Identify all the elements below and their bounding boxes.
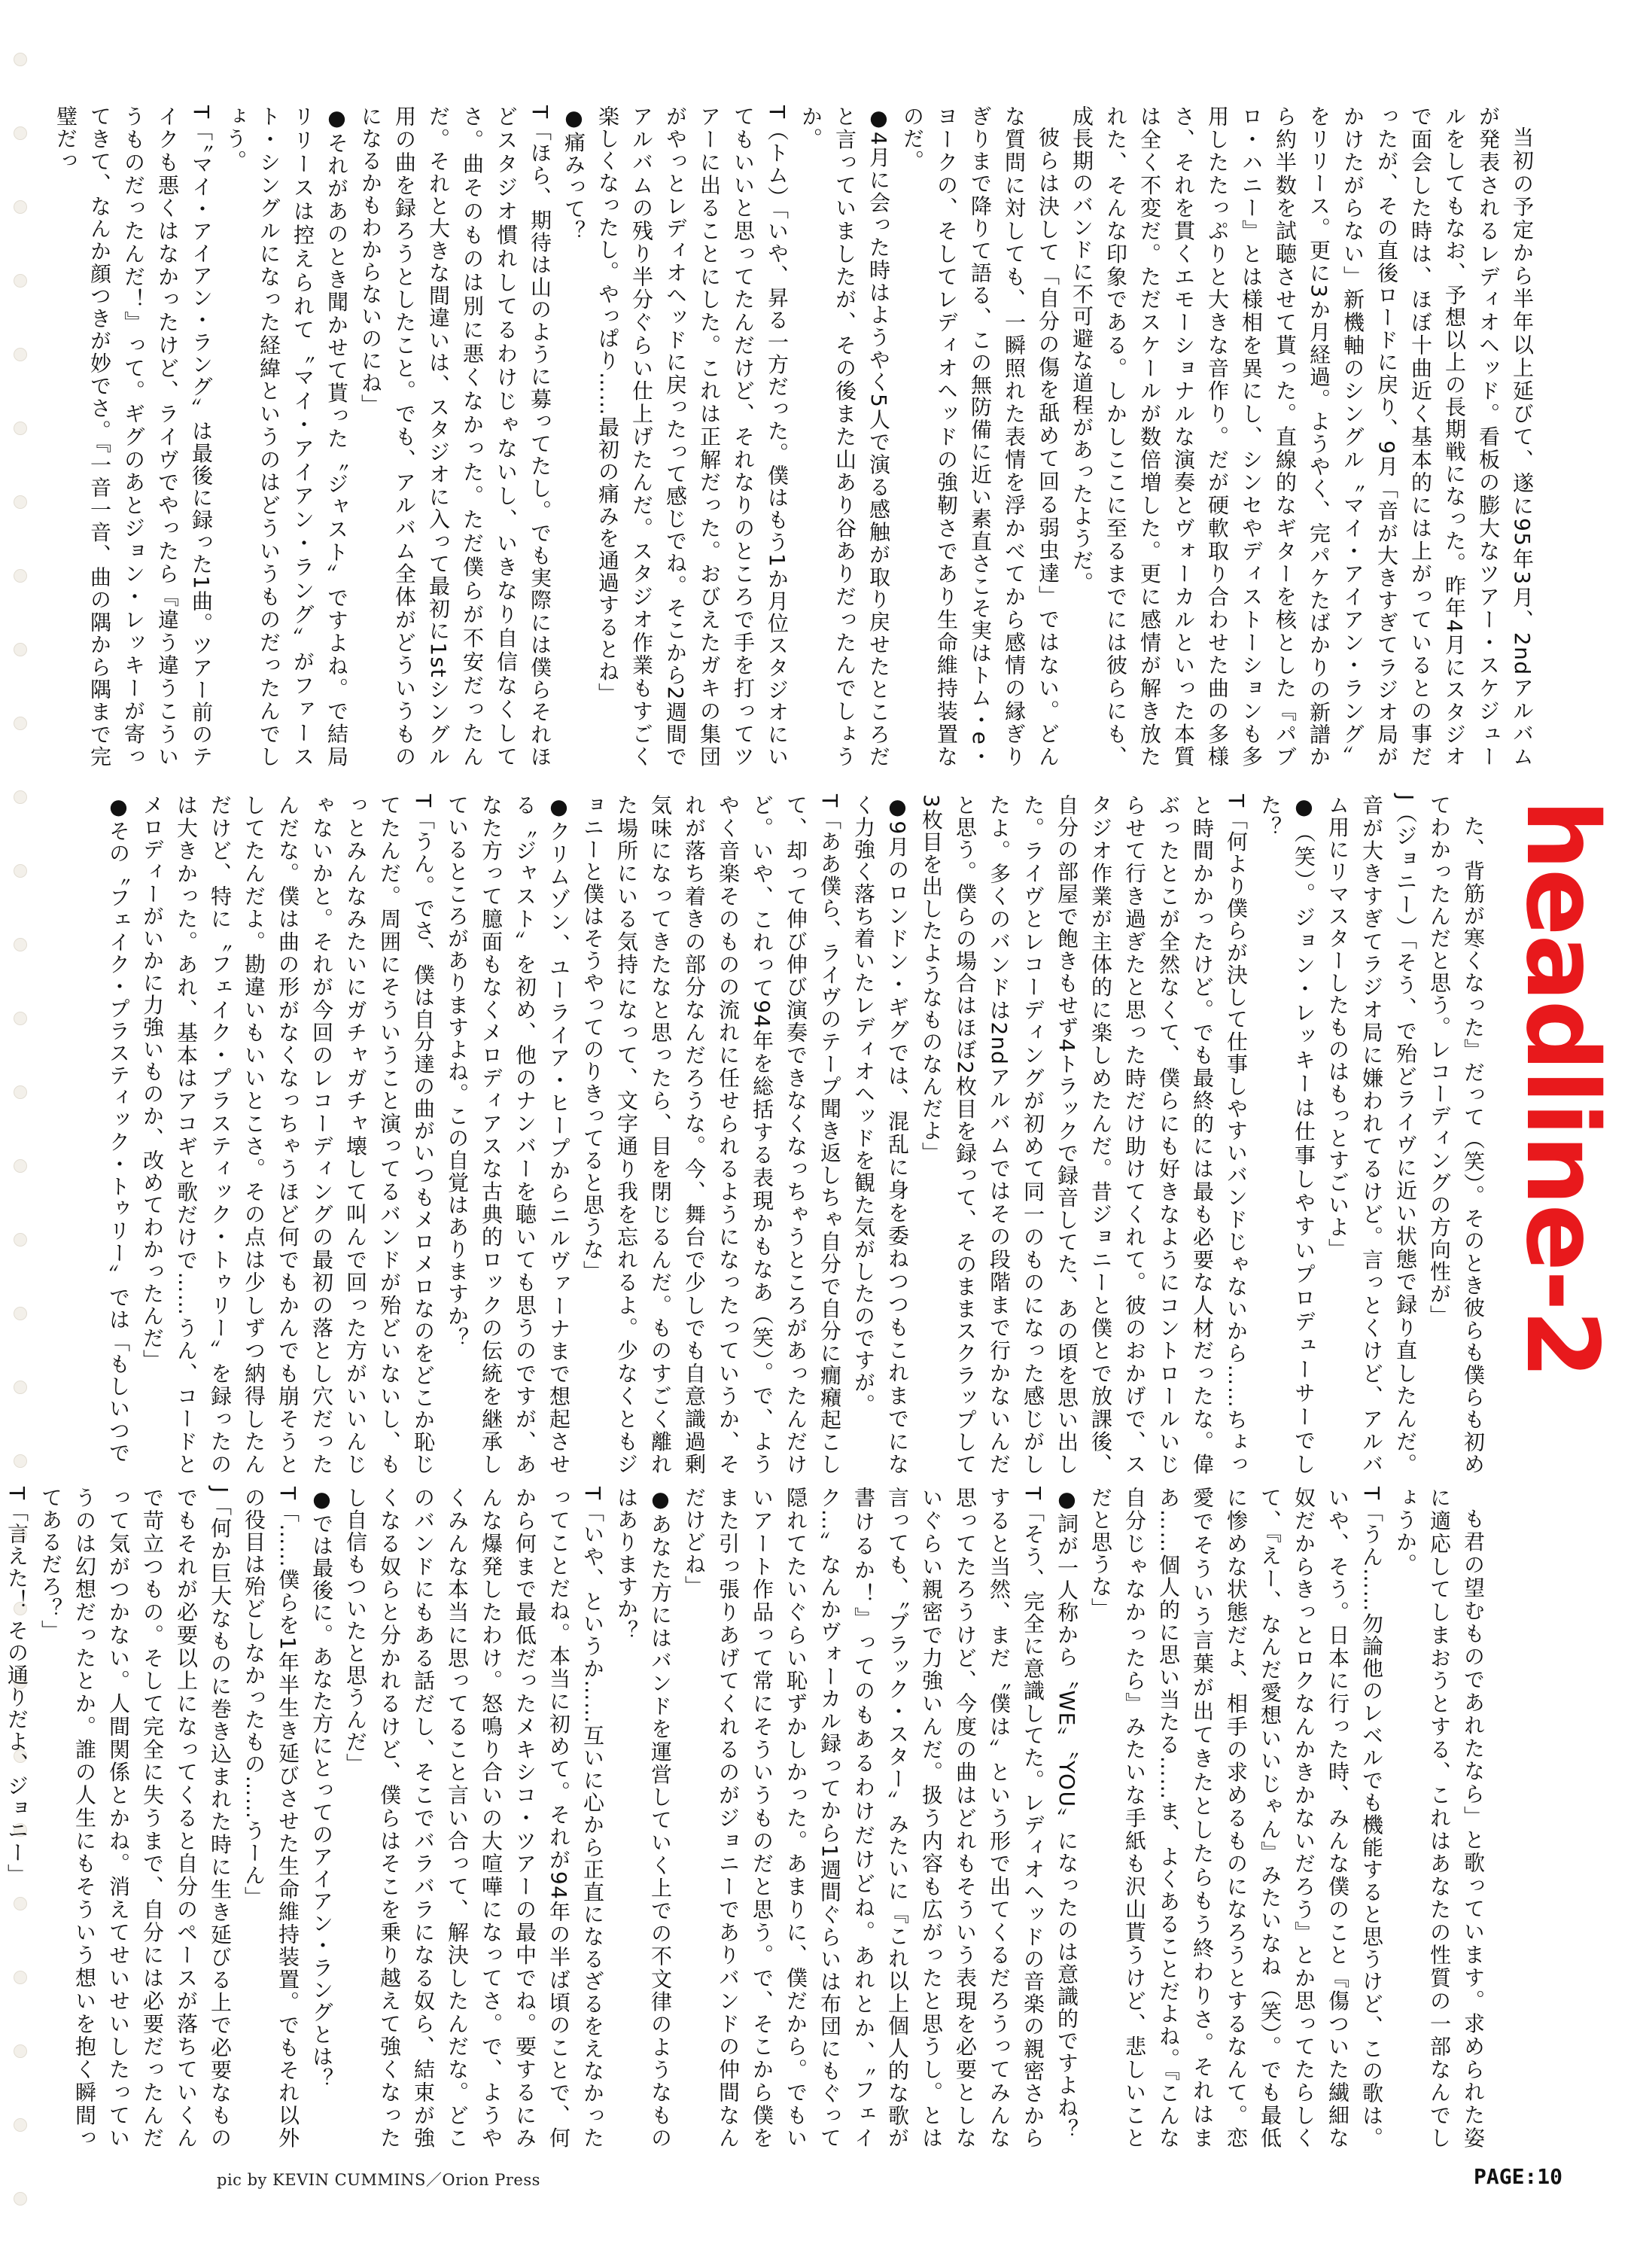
binder-hole — [14, 569, 27, 583]
binder-hole — [14, 938, 27, 951]
binder-hole — [14, 1085, 27, 1099]
article-paragraph: T（トム）「いや、昇る一方だった。僕はもう1か月位スタジオにいてもいいと思ってたんだけど、それなりのところで手を打ってツアーに出ることにした。これは正解だった。おびえたガキの集団がやっとレディオヘッドに戻ったって感じでね。そこから2週間でアルバムの残り半分ぐらい仕上げたんだ。スタジオ作業もすごく楽しくなったし。やっぱり……最初の痛みを通過するとね」 — [595, 105, 790, 768]
article-column-middle — [98, 794, 1490, 1475]
binder-hole — [14, 1012, 27, 1025]
article-paragraph: T「ああ僕ら、ライヴのテープ聞き返しちゃ自分で自分に癇癪起こして、却って伸び伸び演奏できなくなっちゃうところがあったんだけど。いや、これって94年を総括する表現かもなあ（笑）。で、ようやく音楽そのものの流れに任せられるようになったっていうか、それが落ち着きの部分なんだろうな。今、舞台で少しでも自意識過剰気味になってきたなと思ったら、目を閉じるんだ。ものすごく離れた場所にいる気持になって、文字通り我を忘れるよ。少なくともジョニーと僕はそうやってのりきってると思うな」 — [580, 794, 842, 1475]
binder-hole — [14, 790, 27, 804]
binder-hole — [14, 2192, 27, 2206]
binder-hole — [14, 864, 27, 878]
binder-hole — [14, 1454, 27, 1468]
article-paragraph: 彼らは決して「自分の傷を舐めて回る弱虫達」ではない。どんな質問に対しても、一瞬照れた表情を浮かべてから感情の縁ぎりぎりまで降りて語る、この無防備に近い素直さこそ実はトム・e・ヨークの、そしてレディオヘッドの強靭さであり生命維持装置なのだ。 — [900, 105, 1060, 768]
binder-hole — [14, 348, 27, 361]
article-paragraph: T「うん。でさ、僕は自分達の曲がいつもメロメロなのをどこか恥じてたんだ。周囲にそういうこと演ってるバンドが殆どいないし、もっとみんなみたいにガチャガチャ壊して叫んで回った方がいいんじゃないかと。それが今回のレコーディングの最初の落とし穴だったんだな。僕は曲の形がなくなっちゃうほど何でもかんでも崩そうとしてたんだよ。勘違いもいいとこさ。その点は少しずつ納得したんだけど、特に〝フェイク・プラスティック・トゥリー〟を録ったのは大きかった。あれ、基本はアコギと歌だけで……うん、コードとメロディーがいかに力強いものか、改めてわかったんだ」 — [140, 794, 436, 1475]
binder-hole — [14, 200, 27, 214]
headline-title: headline-2 — [1504, 799, 1620, 1378]
article-paragraph: T「ほら、期待は山のように募ってたし。でも実際には僕らそれほどスタジオ慣れしてるわけじゃないし、いきなり自信なくしてさ。曲そのものは別に悪くなかった。ただ僕らが不安だったんだ。それと大きな間違いは、スタジオに入って最初に1stシングル用の曲を録ろうとしたこと。でも、アルバム全体がどういうものになるかもわからないのにね」 — [358, 105, 552, 768]
article-paragraph: T「……僕らを1年半生き延びさせた生命維持装置。でもそれ以外の役目は殆どしなかったもの……うーん」 — [242, 1487, 300, 2149]
binder-hole — [14, 126, 27, 140]
article-paragraph: T「いや、というか……互いに心から正直になるざるをえなかったってことだね。本当に初めて。それが94年の半ば頃のことで、何から何まで最低だったメキシコ・ツアーの最中でね。要するにみんな爆発したわけ。怒鳴り合いの大喧嘩になってさ。で、ようやくみんな本当に思ってること言い合って、解決したんだな。どこのバンドにもある話だし、そこでバラバラになる奴ら、結束が強くなる奴らと分かれるけど、僕らはそこを乗り越えて強くなったし自信もついたと思うんだ」 — [343, 1487, 605, 2149]
article-paragraph: J「何か巨大なものに巻き込まれた時に生き延びる上で必要なものでもそれが必要以上になってくると自分のペースが落ちていくんで苛立つもの。そして完全に失うまで、自分には必要だったんだって気がつかない。人間関係とかね。消えてせいせいしたっていうのは幻想だったとか。誰の人生にもそういう想いを抱く瞬間ってあるだろ？」 — [38, 1487, 233, 2149]
article-paragraph: た、背筋が寒くなった』だって（笑）。そのとき彼らも僕らも初めてわかったんだと思う。レコーディングの方向性が」 — [1427, 794, 1486, 1476]
binder-hole — [14, 53, 27, 66]
article-paragraph: T「そう、完全に意識してた。レディオヘッドの音楽の親密さからすると当然、まだ〝僕は〟という形で出てくるだろうってみんな思ってたろうけど、今度の曲はどれもそういう表現を必要としないぐらい親密で力強いんだ。扱う内容も広がったと思うし。とは言っても、〝ブラック・スター〟みたいに『これ以上個人的な歌が書けるか！』ってのもあるわけだけどね。あれとか、〝フェイク…〟なんかヴォーカル録ってから1週間ぐらいは布団にもぐって隠れてたいぐらい恥ずかしかった。あまりに、僕だから。でもいいアート作品って常にそういうものだと思う。で、そこから僕をまた引っ張りあげてくれるのがジョニーでありバンドの仲間なんだけどね」 — [682, 1487, 1045, 2149]
article-paragraph: も君の望むものであれたなら」と歌っています。求められた姿に適応してしまおうとする、これはあなたの性質の一部なんでしょうか。 — [1393, 1487, 1486, 2149]
article-paragraph: ●（笑）。ジョン・レッキーは仕事しやすいプロデューサーでした？ — [1258, 794, 1316, 1475]
page-number: PAGE:10 — [1474, 2164, 1563, 2189]
binder-hole — [14, 495, 27, 509]
article-paragraph: ●4月に会った時はようやく5人で演る感触が取り戻せたところだと言っていましたが、その後また山あり谷ありだったんでしょうか。 — [799, 105, 891, 768]
article-column-bottom — [5, 1487, 1490, 2149]
article-paragraph: T「うん……勿論他のレベルでも機能すると思うけど、この歌は。いや、そう。日本に行った時、みんな僕のこと『傷ついた繊細な奴だからきっとロクなんかきかないだろう』とか思ってたらしくて、『えー、なんだ愛想いいじゃん』みたいなね（笑）。でも最低に惨めな状態だよ、相手の求めるものになろうとするなんて。恋愛でそういう言葉が出てきたとしたらもう終わりさ。それはまあ……個人的に思い当たる……ま、よくあることだよね。『こんな自分じゃなかったら』みたいな手紙も沢山貰うけど、悲しいことだと思うな」 — [1088, 1487, 1384, 2149]
article-paragraph: ●9月のロンドン・ギグでは、混乱に身を委ねつつもこれまでになく力強く落ち着いたレディオヘッドを観た気がしたのですが。 — [851, 794, 910, 1475]
binder-hole — [14, 1159, 27, 1173]
photo-credit: pic by KEVIN CUMMINS／Orion Press — [217, 2171, 540, 2189]
article-paragraph: ●その〝フェイク・プラスティック・トゥリー〟では「もしいつで — [106, 794, 131, 1464]
binder-hole — [14, 422, 27, 435]
article-paragraph: ●痛みって？ — [561, 105, 586, 242]
binder-hole — [14, 274, 27, 288]
article-paragraph: ●クリムゾン、ユーライア・ヒープからニルヴァーナまで想起させる〝ジャスト〟を初め、他のナンバーを聴いても思うのですが、あなた方って臆面もなくメロディアスな古典的ロックの伝統を継承しているところがありますよね。この自覚はありますか？ — [445, 794, 571, 1475]
article-paragraph: J（ジョニー）「そう、で殆どライヴに近い状態で録り直したんだ。音が大きすぎてラジオ局に嫌われてるけど。言っとくけど、アルバム用にリマスターしたものはもっとすごいよ」 — [1325, 794, 1418, 1475]
article-paragraph: T「何より僕らが決して仕事しやすいバンドじゃないから……ちょっと時間かかったけど。でも最終的には最も必要な人材だったな。偉ぶったとこが全然なくて、僕らにも好きなようにコントロールいじらせて行き過ぎたと思った時だけ助けてくれて。彼のおかげで、スタジオ作業が主体的に楽しめたんだ。昔ジョニーと僕とで放課後、自分の部屋で飽きもせず4トラックで録音してた、あの頃を思い出した。ライヴとレコーディングが初めて同一のものになった感じがしたよ。多くのバンドは2ndアルバムではその段階まで行かないんだと思う。僕らの場合はほぼ2枚目を録って、そのままスクラップして3枚目を出したようなものなんだよ」 — [919, 794, 1249, 1475]
article-paragraph: ●詞が一人称から〝WE〟〝YOU〟になったのは意識的ですよね？ — [1054, 1487, 1079, 2141]
binder-hole — [14, 1233, 27, 1247]
article-paragraph: T「言えた！ その通りだよ、ジョニー」 — [5, 1487, 29, 1886]
article-paragraph: 当初の予定から半年以上延びて、遂に95年3月、2ndアルバムが発表されるレディオヘッド。看板の膨大なツアー・スケジュールをしてもなお、予想以上の長期戦になった。昨年4月にスタジオで面会した時は、ほぼ十曲近く基本的には上がっているとの事だったが、その直後ロードに戻り、9月「音が大きすぎてラジオ局がかけたがらない」新機軸のシングル〝マイ・アイアン・ラング〟をリリース。更に3か月経過。ようやく、完パケたばかりの新譜から約半数を試聴させて貰った。直線的なギターを核とした『パブロ・ハニー』とは様相を異にし、シンセやディストーションも多用したたっぷりと大きな音作り。だが硬軟取り合わせた曲の多様さ、それを貫くエモーショナルな演奏とヴォーカルといった本質は全く不変だ。ただスケールが数倍増した。更に感情が解き放たれた、そんな印象である。しかしここに至るまでには彼らにも、成長期のバンドに不可避な道程があったようだ。 — [1070, 105, 1535, 768]
binder-hole — [14, 1381, 27, 1394]
article-paragraph: ●それがあのとき聞かせて貰った〝ジャスト〟ですよね。で結局リリースは控えられて〝マイ・アイアン・ラング〟がファースト・シングルになった経緯というのはどういうものだったんでしょう。 — [223, 105, 349, 768]
article-paragraph: T「〝マイ・アイアン・ラング〟は最後に録った1曲。ツアー前のテイクも悪くはなかったけど、ライヴでやったら『違う違うこういうものだったんだ！』って。ギグのあとジョン・レッキーが寄ってきて、なんか顔つきが妙でさ。『一音一音、曲の隅から隅まで完璧だっ — [53, 105, 214, 768]
binder-hole — [14, 1307, 27, 1320]
article-paragraph: ●あなた方にはバンドを運営していく上での不文律のようなものはありますか？ — [614, 1487, 673, 2149]
article-paragraph: ●では最後に。あなた方にとってのアイアン・ラングとは？ — [309, 1487, 334, 2090]
binder-hole — [14, 717, 27, 730]
binder-hole — [14, 643, 27, 656]
article-column-top — [53, 105, 1539, 768]
